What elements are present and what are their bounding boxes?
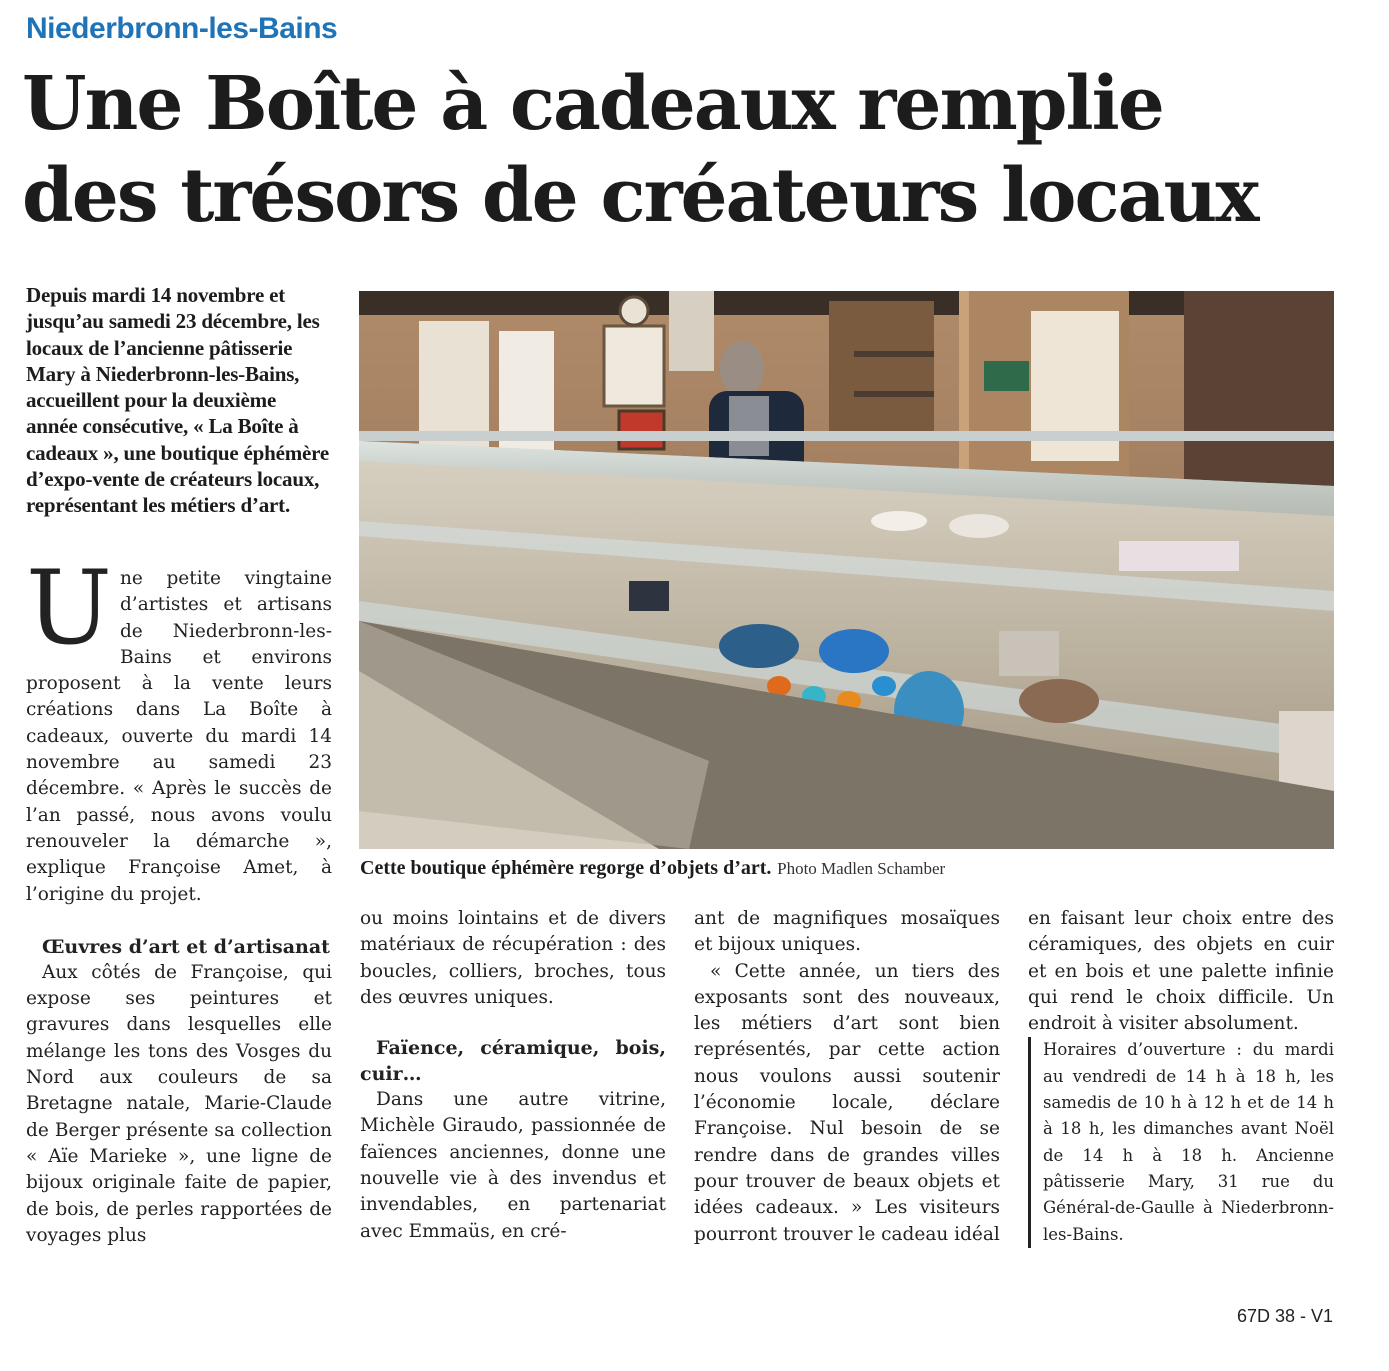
headline-line-1: Une Boîte à cadeaux remplie [22, 61, 1163, 147]
body-column-1 [26, 549, 332, 1249]
section-kicker: Niederbronn-les-Bains [26, 12, 338, 45]
paragraph-3-continued: ant de magnifiques mosaïques et bijoux uniques. [694, 908, 1000, 956]
photo-caption [360, 856, 1340, 881]
article-photo [359, 291, 1334, 849]
shop-display-case-photo [359, 291, 1334, 849]
intro-text: ne petite vingtaine d’artistes et artisans de Niederbronn-les-Bains et environs proposent à la vente leurs créations dans La Boîte à cadeaux, ouverte du mardi 14 novembre au samedi 23 décembre. « Après le succès de l’an passé, nous avons voulu renouveler la démarche », explique Françoise Amet, à l’origine du projet. [26, 568, 332, 905]
paragraph-2-continued: ou moins lointains et de divers matériaux de récupération : des boucles, colliers, broches, tous des œuvres uniques. [360, 908, 666, 1008]
article-lead: Depuis mardi 14 novembre et jusqu’au samedi 23 décembre, les locaux de l’ancienne pâtisserie Mary à Niederbronn-les-Bains, accueillent pour la deuxième année consécutive, « La Boîte à cadeaux », une boutique éphémère d’expo-vente de créateurs locaux, représentant les métiers d’art. [26, 283, 329, 518]
page-folio: 67D 38 - V1 [1236, 1306, 1333, 1326]
paragraph-3: Dans une autre vitrine, Michèle Giraudo, passionnée de faïences anciennes, donne une nouvelle vie à des invendus et invendables, en partenariat avec Emmaüs, en cré- [360, 1089, 666, 1242]
body-column-2 [360, 906, 666, 1245]
body-column-3 [694, 906, 1000, 1248]
body-column-4 [1028, 906, 1334, 1248]
intro-paragraph [26, 549, 332, 908]
subhead-oeuvres: Œuvres d’art et d’artisanat [42, 935, 330, 958]
caption-text: Cette boutique éphémère regorge d’objets d’art. [360, 857, 772, 879]
paragraph-4: « Cette année, un tiers des exposants sont des nouveaux, les métiers d’art sont bien représentés, par cette action nous voulons aussi soutenir l’économie locale, déclare Françoise. Nul besoin de se rendre dans de grandes villes pour trouver de beaux objets et idées cadeaux. » Les visiteurs pourront trouver le cadeau idéal [694, 960, 1000, 1245]
subhead-faience: Faïence, céramique, bois, cuir… [360, 1037, 666, 1086]
opening-hours-box: Horaires d’ouverture : du mardi au vendredi de 14 h à 18 h, les samedis de 10 h à 12 h et de 14 h à 18 h, les dimanches avant Noël de 14 h à 18 h. Ancienne pâtisserie Mary, 31 rue du Général-de-Gaulle à Niederbronn-les-Bains. [1028, 1037, 1334, 1247]
paragraph-2: Aux côtés de Françoise, qui expose ses peintures et gravures dans lesquelles elle mélange les tons des Vosges du Nord aux couleurs de sa Bretagne natale, Marie-Claude de Berger présente sa collection « Aïe Marieke », une ligne de bijoux originale faite de papier, de bois, de perles rapportées de voyages plus [26, 961, 332, 1246]
paragraph-4-continued: en faisant leur choix entre des céramiques, des objets en cuir et en bois et une palette infinie qui rend le choix difficile. Un endroit à visiter absolument. [1028, 908, 1334, 1035]
article-headline [22, 58, 1372, 242]
drop-cap: U [26, 549, 112, 668]
headline-line-2: des trésors de créateurs locaux [22, 153, 1258, 239]
photo-credit: Photo Madlen Schamber [777, 859, 946, 878]
